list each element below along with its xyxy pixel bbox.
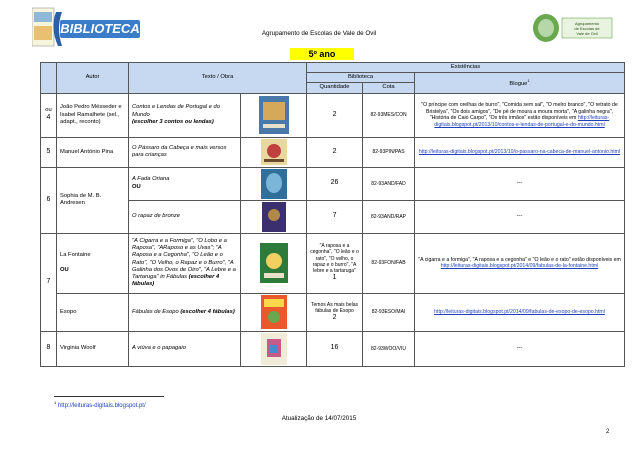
row-autor: Manuel António Pina (57, 137, 129, 167)
row-cota: 82-93WOO/VIU (363, 331, 415, 366)
book-cover-image (241, 331, 307, 366)
biblioteca-logo-text: BIBLIOTECA (60, 21, 140, 36)
row-cota: 82-93MES/CON (363, 93, 415, 137)
row-quantidade: 7 (307, 200, 363, 233)
row-blogue: --- (415, 331, 625, 366)
row-autor: Virginia Woolf (57, 331, 129, 366)
book-cover-image (241, 293, 307, 331)
row-quantidade: Temos As mais belas fábulas de Esopo 2 (307, 293, 363, 331)
header-blogue: Blogue$^1$ (415, 73, 625, 93)
row-quantidade: 2 (307, 93, 363, 137)
table-row (41, 233, 625, 293)
row-number: 8 (41, 331, 57, 366)
row-quantidade: 16 (307, 331, 363, 366)
header-cota: Cota (363, 83, 415, 93)
header-autor: Autor (57, 63, 129, 94)
row-number: 6 (41, 167, 57, 233)
row-cota: 82-93PIN/PAS (363, 137, 415, 167)
row-obra: A viúva e o papagaio (129, 331, 241, 366)
row-obra: A Fada Oriana OU (129, 167, 241, 200)
svg-text:de Escolas de: de Escolas de (574, 26, 600, 31)
book-cover-image (241, 137, 307, 167)
book-cover-image (241, 233, 307, 293)
book-cover-image (241, 93, 307, 137)
grade-label: 5º ano (290, 48, 354, 60)
update-date: Atualização de 14/07/2015 (281, 415, 357, 422)
row-blogue: "A cigarra e a formiga", "A raposa e a cegonha" e "O leão e o rato" estão disponíveis em http://leituras-digitais.blogspot.pt/2014/09/fabulas-de-la-fontaine.html (415, 233, 625, 293)
blog-link[interactable]: http://leituras-digitais.blogspot.pt/2014/09/fabulas-de-esopo-de-esopo.html (434, 308, 605, 315)
header-existencias: Existências (307, 63, 625, 73)
row-blogue (415, 293, 625, 331)
footnote-link[interactable]: http://leituras-digitais.blogspot.pt/ (57, 403, 146, 409)
row-autor: La Fontaine OU (57, 233, 129, 293)
row-number: 5 (41, 137, 57, 167)
row-quantidade: 26 (307, 167, 363, 200)
row-blogue: --- (415, 167, 625, 200)
row-obra: Fábulas de Esopo (escolher 4 fábulas) (129, 293, 241, 331)
row-cota: 82-93ESO/MAI (363, 293, 415, 331)
row-quantidade: "A raposa e a cegonha", "O leão e o rato", "O velho, o rapaz e o burro", "A lebre e a tartaruga" 1 (307, 233, 363, 293)
table-row (41, 331, 625, 366)
table-row (41, 93, 625, 137)
header-biblioteca: Biblioteca (307, 73, 415, 83)
book-cover-image (241, 167, 307, 200)
table-row (41, 137, 625, 167)
table-row (41, 200, 625, 233)
row-obra: O rapaz de bronze (129, 200, 241, 233)
row-blogue (415, 137, 625, 167)
blog-link[interactable]: http://leituras-digitais.blogspot.pt/2013/10/contos-e-lendas-de-portugal-e-do-mundo.html (434, 115, 610, 128)
biblioteca-logo (32, 6, 142, 50)
row-obra: Contos e Lendas de Portugal e do Mundo (escolher 3 contos ou lendas) (129, 93, 241, 137)
table-row (41, 293, 625, 331)
reading-list-table (40, 62, 625, 367)
row-number: ou 4 (41, 93, 57, 137)
row-obra: O Pássaro da Cabeça e mais versos para crianças (129, 137, 241, 167)
table-row (41, 167, 625, 200)
blog-link[interactable]: http://leituras-digitais.blogspot.pt/2014/09/fabulas-de-la-fontaine.html (440, 263, 599, 270)
row-autor: Sophia de M. B. Andresen (57, 167, 129, 233)
book-cover-image (241, 200, 307, 233)
page-header-title: Agrupamento de Escolas de Vale de Ovil (261, 30, 377, 37)
row-cota: 82-93FON/FAB (363, 233, 415, 293)
row-number: 7 (41, 233, 57, 331)
row-cota: 82-93AND/RAP (363, 200, 415, 233)
svg-text:Vale de Ovil: Vale de Ovil (576, 31, 598, 36)
svg-text:Agrupamento: Agrupamento (574, 21, 600, 26)
footnote-divider (54, 396, 164, 397)
row-quantidade: 2 (307, 137, 363, 167)
row-blogue: --- (415, 200, 625, 233)
blog-link[interactable]: http://leituras-digitais.blogspot.pt/2013/10/o-passaro-na-cabeca-de-manuel-antonio.html (418, 148, 621, 155)
row-cota: 82-93AND/FAD (363, 167, 415, 200)
row-blogue: "O príncipe com orelhas de burro", "Comida sem sal", "O melro branco", "O retrato de Bristelya", "Os dois amigos", "De pé de moura a moura morta", "A galinha negra", "História de Caio Carpo", "Os três irmãos" estão disponíveis em http://leituras-digitais.blogspot.pt/2013/10/contos-e-lendas-de-portugal-e-do-mundo.html (415, 93, 625, 137)
row-autor: João Pedro Mésseder e Isabel Ramalhete (sel., adapt., reconto) (57, 93, 129, 137)
footnote: $^1$ http://leituras-digitais.blogspot.pt/ (54, 400, 146, 409)
page-number: 2 (606, 429, 610, 435)
header-texto-obra: Texto / Obra (129, 63, 307, 94)
row-obra: "A Cigarra e a Formiga", "O Lobo e a Raposa", "ARaposo e as Uvas"; "A Raposa e a Cegonha", "O Leão e o Rato", "O Velho, o Rapaz e o Burro", "A Galinha dos Ovos de Oiro", "A Lebre e a Tartaruga" in Fábulas (escolher 4 fábulas) (129, 233, 241, 293)
row-autor: Esopo (57, 293, 129, 331)
header-quantidade: Quantidade (307, 83, 363, 93)
school-logo (532, 10, 614, 46)
